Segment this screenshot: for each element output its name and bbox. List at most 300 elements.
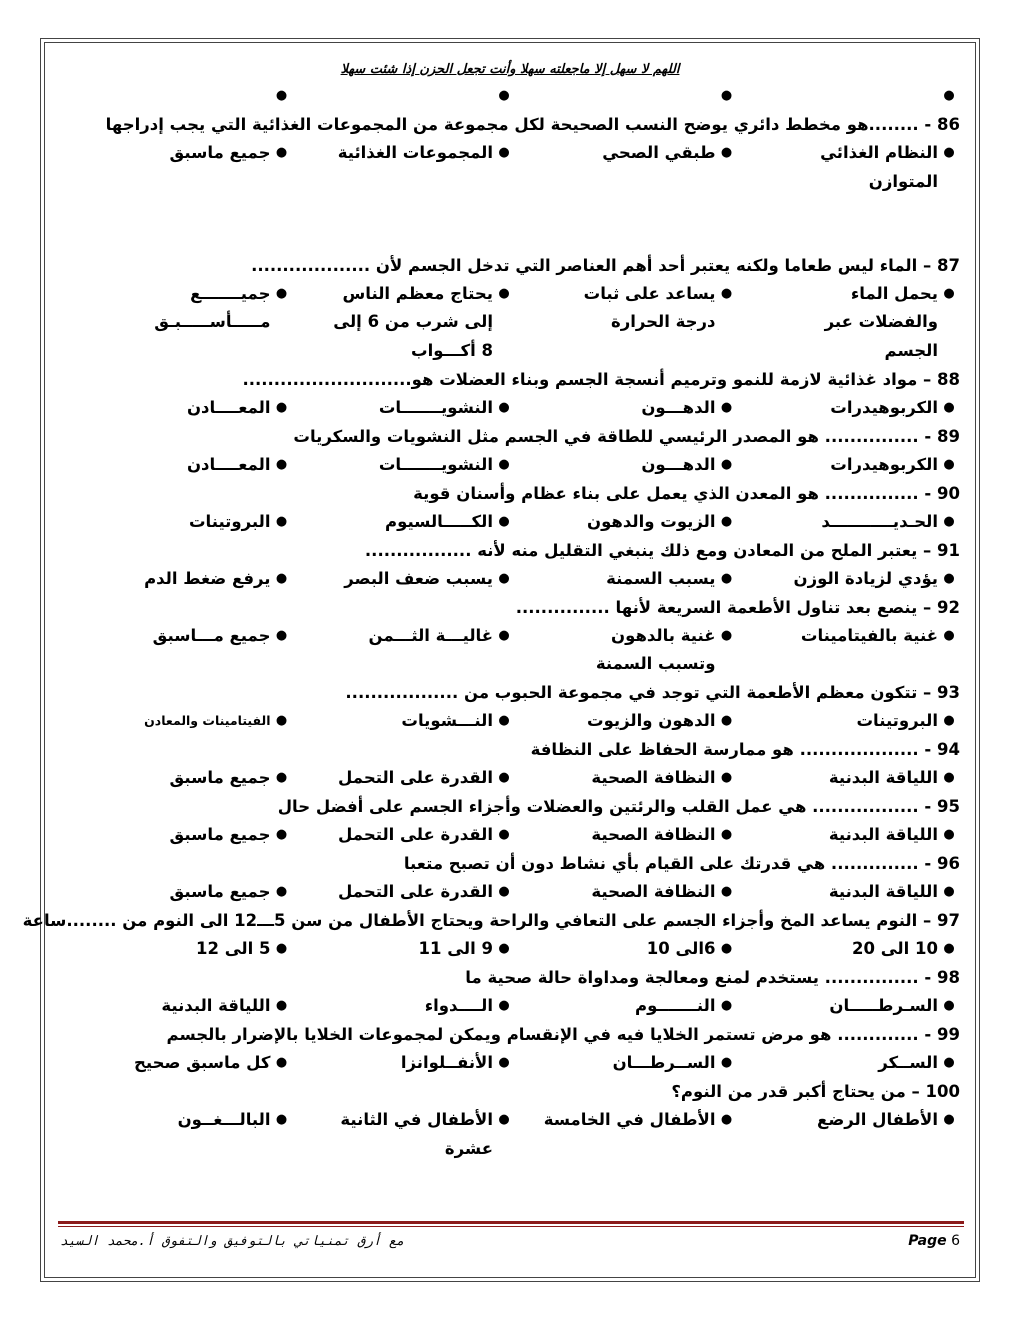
option-item[interactable] — [70, 935, 293, 964]
question-line — [70, 736, 960, 765]
option-text-line: يؤدي لزيادة الوزن — [793, 568, 938, 588]
option-text-line: غنية بالدهون — [611, 625, 716, 645]
option-item[interactable] — [70, 508, 293, 537]
option-text — [801, 622, 938, 651]
question-text: 88 – مواد غذائية لازمة للنمو وترميم أنسجة الجسم وبناء العضلات هو........................... — [242, 369, 960, 389]
option-text-line: 10 الى 20 — [852, 939, 938, 958]
option-text-line: النظام الغذائي — [820, 143, 938, 162]
option-text-line: جميع مـــاسبق — [152, 625, 271, 645]
option-text — [419, 935, 494, 964]
bullet-icon: ● — [275, 145, 288, 160]
option-text-line: درجة الحرارة — [610, 312, 716, 331]
option-item[interactable] — [738, 1049, 961, 1078]
option-text-line: جميع ماسبق — [169, 825, 271, 844]
option-text-line: الكـــــالسيوم — [385, 511, 493, 531]
option-text-line: الكربوهيدرات — [830, 397, 938, 417]
option-text — [170, 139, 271, 168]
option-text-line: 9 الى 11 — [418, 939, 493, 958]
question-line — [70, 593, 960, 622]
options-row — [70, 878, 960, 907]
option-text-line: البروتينات — [188, 511, 271, 531]
option-text — [187, 394, 271, 423]
option-text-line: الدهـــون — [641, 454, 716, 474]
options-row — [70, 139, 960, 196]
option-item[interactable] — [293, 1106, 516, 1163]
option-text-line: جميع ماسبق — [169, 882, 271, 901]
bullet-icon: ● — [720, 884, 733, 899]
bullet-icon: ● — [498, 998, 510, 1013]
option-text — [379, 451, 493, 480]
option-item[interactable] — [738, 394, 961, 423]
option-text-line: الدهون والزيوت — [587, 711, 716, 730]
option-item[interactable] — [515, 451, 738, 480]
option-text-line: الأطفال في الثانية — [340, 1110, 493, 1129]
bullet-icon: ● — [275, 88, 288, 104]
option-item[interactable] — [293, 821, 516, 850]
options-row — [70, 451, 960, 480]
option-text-line: الفيتامينات والمعادن — [144, 713, 271, 728]
bullet-icon: ● — [275, 399, 288, 415]
footer-divider-thin — [58, 1226, 964, 1227]
option-text — [596, 622, 716, 679]
question-text: 91 – يعتبر الملح من المعادن ومع ذلك ينبغي التقليل منه لأنه ................. — [364, 540, 960, 560]
option-text-line: جميع ماسبق — [169, 143, 271, 162]
question-text: 93 – تتكون معظم الأطعمة التي توجد في مجموعة الحبوب من .................. — [345, 683, 960, 703]
option-item[interactable] — [70, 280, 293, 337]
option-text-line: يساعد على ثبات — [583, 283, 716, 303]
question-text: 95 - ................. هي عمل القلب والرئتين والعضلات وأجزاء الجسم على أفضل حال — [277, 797, 960, 817]
option-item[interactable] — [70, 622, 293, 651]
option-text-line: وتسبب السمنة — [595, 654, 716, 673]
options-row — [70, 764, 960, 793]
option-text — [829, 764, 938, 793]
option-text — [591, 764, 715, 793]
bullet-icon: ● — [498, 713, 510, 728]
bullet-icon: ● — [498, 285, 510, 301]
question-line — [70, 964, 960, 993]
option-item[interactable] — [293, 1049, 516, 1078]
option-text — [178, 1106, 271, 1135]
option-text — [369, 622, 493, 651]
option-item[interactable] — [515, 508, 738, 537]
option-text — [425, 992, 493, 1021]
option-item[interactable] — [293, 764, 516, 793]
options-row — [70, 992, 960, 1021]
option-text — [794, 565, 938, 594]
bullet-icon: ● — [275, 827, 288, 842]
bullet-icon: ● — [275, 513, 288, 529]
option-item[interactable] — [515, 622, 738, 679]
page-header: اللهم لا سهل إلا ماجعلته سهلا وأنت تجعل الحزن إذا شئت سهلا — [340, 62, 680, 77]
bullet-icon: ● — [498, 627, 510, 643]
option-item[interactable] — [515, 878, 738, 907]
option-text-line: القدرة على التحمل — [338, 882, 493, 901]
question-line — [70, 679, 960, 708]
option-text — [641, 394, 715, 423]
option-text-line: الأنفــلوانزا — [400, 1053, 493, 1072]
option-text — [379, 394, 493, 423]
page-number — [908, 1233, 960, 1249]
question-line — [70, 251, 960, 280]
bullet-icon: ● — [720, 513, 733, 529]
options-row — [70, 508, 960, 537]
question-text: 98 - ............... يستخدم لمنع ومعالجة ومداواة حالة صحية ما — [465, 968, 960, 988]
bullet-icon: ● — [720, 88, 733, 104]
options-row — [70, 1106, 960, 1163]
bullet-icon: ● — [498, 1055, 510, 1070]
option-text-line: اللياقة البدنية — [828, 825, 938, 844]
option-item[interactable] — [293, 935, 516, 964]
option-item[interactable] — [70, 565, 293, 594]
option-text — [144, 707, 270, 736]
option-text-line: مـــــأســـــبـق — [154, 312, 271, 331]
option-text — [613, 1049, 716, 1078]
option-item[interactable] — [515, 394, 738, 423]
option-text-line: 8 أكـــواب — [411, 340, 493, 360]
option-item[interactable] — [70, 139, 293, 168]
options-row — [70, 622, 960, 679]
page-label: Page — [908, 1233, 947, 1249]
option-text-line: الــــدواء — [424, 996, 493, 1015]
bullet-icon: ● — [720, 570, 733, 586]
option-text — [584, 280, 716, 337]
option-text — [647, 935, 716, 964]
bullet-icon: ● — [943, 1112, 955, 1127]
option-text-line: الدهـــون — [641, 397, 716, 417]
question-text: 89 - ............... هو المصدر الرئيسي للطاقة في الجسم مثل النشويات والسكريات — [293, 426, 960, 446]
options-row — [70, 821, 960, 850]
option-item[interactable] — [738, 935, 961, 964]
bullet-icon: ● — [943, 627, 955, 643]
option-text-line: المجموعات الغذائية — [337, 143, 493, 162]
option-text-line: النظافة الصحية — [591, 768, 716, 787]
question-text: 87 – الماء ليس طعاما ولكنه يعتبر أحد أهم العناصر التي تدخل الجسم لأن ................... — [251, 255, 960, 275]
question-line — [70, 365, 960, 394]
question-line — [70, 793, 960, 822]
option-text-line: الحـديـــــــــــد — [821, 511, 938, 531]
option-text — [161, 992, 270, 1021]
bullet-icon: ● — [498, 399, 510, 415]
option-text-line: والفضلات عبر — [824, 312, 938, 331]
option-item[interactable] — [70, 451, 293, 480]
bullet-icon: ● — [498, 570, 510, 586]
option-item[interactable] — [70, 1106, 293, 1135]
option-item[interactable] — [515, 139, 738, 168]
option-item[interactable] — [293, 707, 516, 736]
option-item[interactable] — [293, 394, 516, 423]
option-item[interactable] — [738, 878, 961, 907]
option-text — [641, 451, 715, 480]
question-line — [70, 422, 960, 451]
option-text-line: اللياقة البدنية — [828, 768, 938, 787]
empty-bullets-row — [70, 82, 960, 111]
spacer — [70, 196, 960, 251]
option-item[interactable] — [293, 992, 516, 1021]
bullet-icon: ● — [720, 941, 733, 956]
bullet-icon: ● — [943, 884, 955, 899]
bullet-icon: ● — [943, 998, 955, 1013]
option-text-line: اللياقة البدنية — [161, 996, 271, 1015]
bullet-icon: ● — [498, 770, 510, 785]
footer-signature: مع أرق تمنياتي بالتوفيق والتفوق أ.محمد السيد — [60, 1233, 405, 1249]
bullet-icon: ● — [498, 456, 510, 472]
question-line — [70, 536, 960, 565]
question-text: 86 - ........هو مخطط دائري يوضح النسب الصحيحة لكل مجموعة من المجموعات الغذائية التي يجب إدراجها — [105, 115, 960, 135]
option-text — [830, 451, 938, 480]
question-text: 100 – من يحتاج أكبر قدر من النوم؟ — [671, 1082, 960, 1102]
option-text-line: يرفع ضغط الدم — [144, 568, 271, 588]
option-text-line: غنية بالفيتامينات — [800, 625, 938, 645]
bullet-icon: ● — [943, 285, 955, 301]
option-text-line: 6الى 10 — [646, 939, 716, 958]
option-text — [602, 139, 715, 168]
option-item[interactable] — [738, 508, 961, 537]
bullet-icon: ● — [498, 941, 510, 956]
option-item[interactable] — [293, 451, 516, 480]
option-item[interactable] — [70, 394, 293, 423]
option-item[interactable] — [515, 565, 738, 594]
option-item[interactable] — [515, 707, 738, 736]
question-text: 99 - ............. هو مرض تستمر الخلايا فيه في الإنقسام ويمكن لمجموعات الخلايا بالإضرار بالجسم — [166, 1025, 960, 1045]
question-text: 90 - ............... هو المعدن الذي يعمل على بناء عظام وأسنان قوية — [413, 483, 960, 503]
question-line — [70, 479, 960, 508]
option-text-line: النظافة الصحية — [591, 882, 716, 901]
bullet-icon: ● — [943, 827, 955, 842]
option-text — [591, 878, 715, 907]
bullet-icon: ● — [498, 1112, 510, 1127]
option-text — [825, 280, 938, 366]
option-text — [170, 878, 271, 907]
bullet-icon: ● — [943, 770, 955, 785]
option-item[interactable] — [738, 622, 961, 651]
option-item[interactable] — [293, 139, 516, 168]
option-text-line: جميـــــــع — [190, 283, 271, 303]
option-text — [635, 992, 716, 1021]
option-text — [817, 1106, 938, 1135]
bullet-icon: ● — [275, 770, 288, 785]
option-text-line: جميع ماسبق — [169, 768, 271, 787]
questions-container — [22, 82, 960, 1163]
option-item[interactable] — [70, 992, 293, 1021]
option-item[interactable] — [738, 139, 961, 196]
option-text — [587, 707, 716, 736]
option-item[interactable] — [738, 821, 961, 850]
bullet-icon: ● — [943, 570, 955, 586]
option-text-line: المتوازن — [868, 171, 938, 191]
bullet-icon: ● — [943, 456, 955, 472]
option-text-line: السـرطـــــان — [829, 996, 938, 1015]
bullet-icon: ● — [498, 513, 510, 529]
bullet-icon: ● — [720, 1112, 733, 1127]
option-text — [856, 707, 938, 736]
question-text: 97 – النوم يساعد المخ وأجزاء الجسم على التعافي والراحة ويحتاج الأطفال من سن 5ـــ12 الى النوم من ........ساعة — [22, 911, 960, 931]
bullet-icon: ● — [943, 1055, 955, 1070]
option-text — [401, 1049, 493, 1078]
bullet-icon: ● — [498, 145, 510, 160]
bullet-icon: ● — [943, 941, 955, 956]
option-item[interactable] — [515, 764, 738, 793]
option-text-line: النشويـــــــات — [378, 454, 493, 474]
bullet-icon: ● — [720, 998, 733, 1013]
option-text-line: إلى شرب من 6 إلى — [333, 312, 493, 331]
option-text-line: النشويـــــــات — [378, 397, 493, 417]
bullet-icon: ● — [720, 827, 733, 842]
question-line — [70, 850, 960, 879]
bullet-icon: ● — [943, 513, 955, 529]
option-item[interactable] — [738, 565, 961, 594]
bullet-icon: ● — [498, 88, 510, 104]
bullet-icon: ● — [498, 827, 510, 842]
option-text-line: اللياقة البدنية — [828, 882, 938, 901]
page-footer — [60, 1230, 960, 1252]
bullet-icon: ● — [498, 884, 510, 899]
question-line — [70, 1021, 960, 1050]
page-number-value: 6 — [951, 1233, 960, 1249]
option-text — [606, 565, 715, 594]
option-text-line: الأطفال في الخامسة — [543, 1110, 716, 1129]
bullet-icon: ● — [275, 998, 288, 1013]
bullet-icon: ● — [275, 456, 288, 472]
bullet-icon: ● — [720, 285, 733, 301]
bullet-icon: ● — [943, 399, 955, 415]
question-line — [70, 1078, 960, 1107]
option-text-line: يسبب السمنة — [606, 568, 716, 588]
option-item[interactable] — [70, 707, 293, 736]
option-item[interactable] — [293, 622, 516, 651]
option-text-line: الجسم — [884, 340, 938, 360]
bullet-icon: ● — [943, 88, 955, 104]
option-text-line: البالـــغــون — [177, 1110, 271, 1129]
option-text — [338, 764, 493, 793]
option-text — [196, 935, 271, 964]
option-item[interactable] — [515, 935, 738, 964]
option-item[interactable] — [293, 280, 516, 366]
footer-divider — [58, 1221, 964, 1224]
option-item[interactable] — [738, 992, 961, 1021]
option-item[interactable] — [515, 992, 738, 1021]
options-row — [70, 565, 960, 594]
option-text — [338, 878, 493, 907]
option-item[interactable] — [70, 764, 293, 793]
bullet-icon: ● — [720, 399, 733, 415]
bullet-icon: ● — [275, 1055, 288, 1070]
option-item[interactable] — [738, 451, 961, 480]
option-text — [134, 1049, 271, 1078]
bullet-icon: ● — [275, 285, 288, 301]
option-text — [401, 707, 493, 736]
option-item[interactable] — [293, 565, 516, 594]
option-text — [829, 992, 938, 1021]
option-item[interactable] — [70, 821, 293, 850]
option-item[interactable] — [515, 280, 738, 337]
option-text-line: غاليـــة الثـــمن — [368, 625, 493, 645]
option-text-line: الســكر — [878, 1053, 938, 1072]
option-text — [852, 935, 938, 964]
option-text — [544, 1106, 716, 1135]
option-text-line: طبقي الصحي — [602, 143, 716, 162]
bullet-icon: ● — [720, 456, 733, 472]
options-row — [70, 1049, 960, 1078]
options-row — [70, 394, 960, 423]
option-text-line: المعــــادن — [186, 454, 271, 474]
bullet-icon: ● — [943, 145, 955, 160]
bullet-icon: ● — [275, 884, 288, 899]
bullet-icon: ● — [275, 570, 288, 586]
bullet-icon: ● — [720, 713, 733, 728]
option-text — [153, 622, 271, 651]
option-item[interactable] — [293, 878, 516, 907]
option-item[interactable] — [738, 764, 961, 793]
option-text-line: النـــشويات — [401, 711, 493, 730]
option-item[interactable] — [738, 280, 961, 366]
question-text: 96 - .............. هي قدرتك على القيام بأي نشاط دون أن تصبح متعبا — [403, 854, 960, 874]
option-text-line: يحمل الماء — [850, 283, 938, 303]
option-text — [821, 508, 938, 537]
option-text — [154, 280, 270, 337]
options-row — [70, 280, 960, 366]
option-item[interactable] — [738, 707, 961, 736]
option-text — [385, 508, 493, 537]
option-text — [333, 280, 493, 366]
bullet-icon: ● — [943, 713, 955, 728]
option-text — [878, 1049, 938, 1078]
option-text-line: الأطفال الرضع — [817, 1110, 938, 1129]
option-text-line: كل ماسبق صحيح — [133, 1053, 271, 1072]
bullet-icon: ● — [720, 1055, 733, 1070]
option-item[interactable] — [70, 1049, 293, 1078]
option-item[interactable] — [293, 508, 516, 537]
option-item[interactable] — [515, 1106, 738, 1135]
option-text-line: البروتينات — [856, 711, 938, 730]
option-text-line: النـــــــوم — [634, 996, 716, 1015]
option-text-line: الكربوهيدرات — [830, 454, 938, 474]
options-row — [70, 935, 960, 964]
option-item[interactable] — [515, 821, 738, 850]
option-text-line: القدرة على التحمل — [338, 768, 493, 787]
option-text — [189, 508, 271, 537]
option-text-line: الزيوت والدهون — [587, 511, 716, 531]
option-item[interactable] — [515, 1049, 738, 1078]
option-text — [338, 139, 493, 168]
option-text-line: عشرة — [444, 1138, 493, 1158]
option-text — [340, 1106, 493, 1163]
option-text — [170, 764, 271, 793]
option-text — [187, 451, 271, 480]
bullet-icon: ● — [275, 627, 288, 643]
question-line — [70, 111, 960, 140]
question-line — [22, 907, 960, 936]
bullet-icon: ● — [275, 941, 288, 956]
option-text — [829, 821, 938, 850]
option-text-line: الســرطـــان — [612, 1053, 716, 1072]
bullet-icon: ● — [275, 713, 288, 728]
bullet-icon: ● — [720, 145, 733, 160]
option-item[interactable] — [70, 878, 293, 907]
option-text-line: القدرة على التحمل — [338, 825, 493, 844]
bullet-icon: ● — [720, 627, 733, 643]
option-text — [830, 394, 938, 423]
option-text — [338, 821, 493, 850]
option-text — [829, 878, 938, 907]
option-text — [591, 821, 715, 850]
option-text-line: يحتاج معظم الناس — [342, 283, 493, 303]
option-text — [144, 565, 270, 594]
option-text — [587, 508, 716, 537]
option-text-line: المعــــادن — [186, 397, 271, 417]
option-text — [820, 139, 938, 196]
options-row — [70, 707, 960, 736]
option-item[interactable] — [738, 1106, 961, 1135]
